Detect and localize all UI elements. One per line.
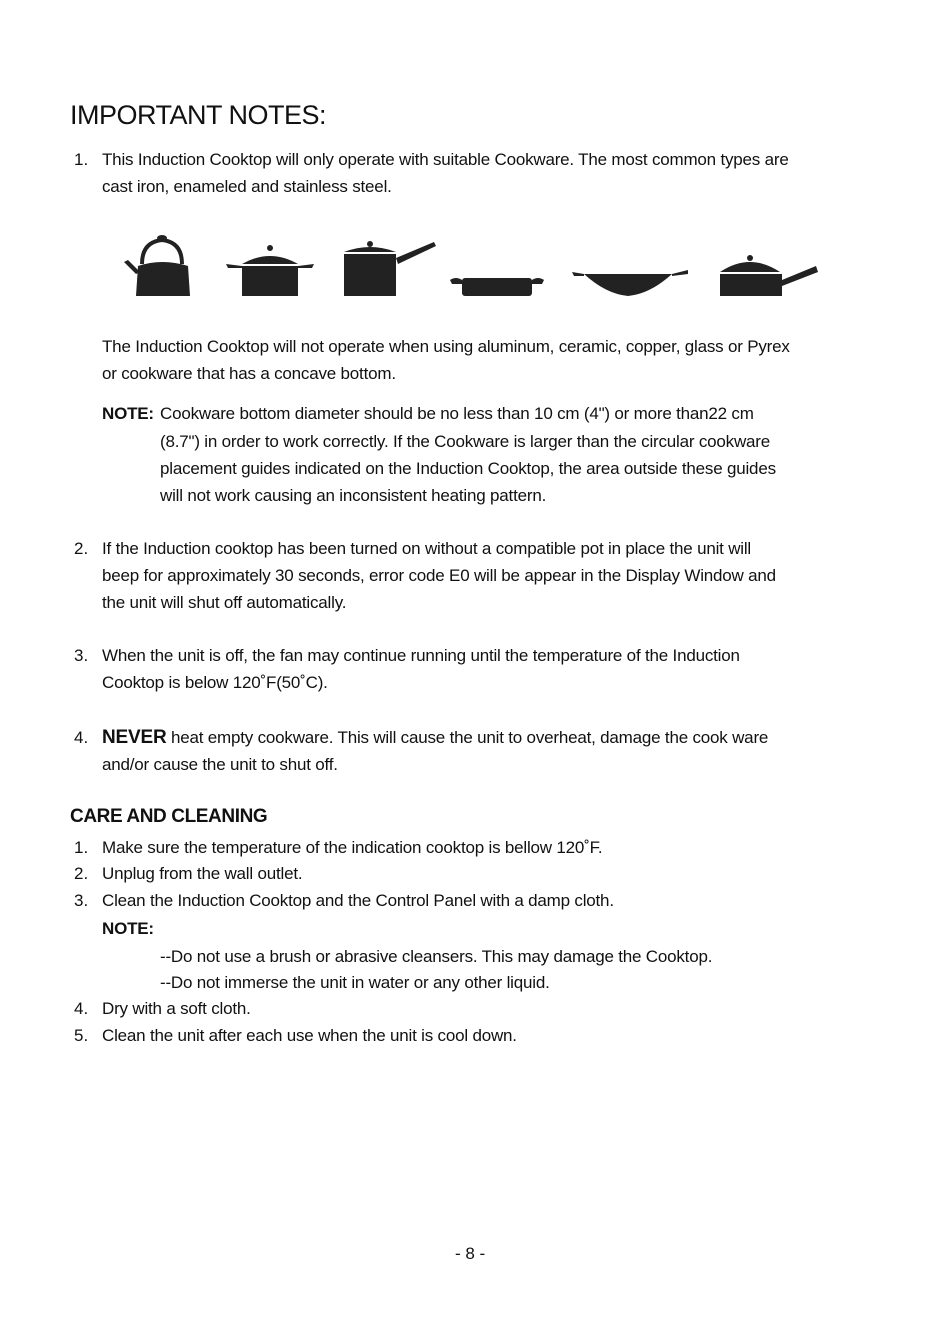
- item4-text: heat empty cookware. This will cause the unit to overheat, damage the cook ware: [166, 728, 769, 747]
- item-number: 2.: [74, 539, 89, 558]
- roasting-pan-icon: [450, 278, 544, 296]
- item4-text-line2: and/or cause the unit to shut off.: [102, 755, 338, 774]
- care-step-text: Clean the unit after each use when the unit is cool down.: [102, 1026, 517, 1045]
- item2-text-line2: beep for approximately 30 seconds, error code E0 will be appear in the Display Window and: [102, 566, 776, 585]
- care-step-number: 2.: [74, 864, 89, 883]
- note-line4: will not work causing an inconsistent heating pattern.: [160, 486, 547, 505]
- care-note-line2: --Do not immerse the unit in water or any other liquid.: [160, 973, 550, 992]
- item2-text-line1: If the Induction cooktop has been turned on without a compatible pot in place the unit will: [102, 539, 752, 558]
- item2-text-line3: the unit will shut off automatically.: [102, 593, 347, 612]
- kettle-icon: [124, 235, 190, 296]
- item1-text-line2: cast iron, enameled and stainless steel.: [102, 177, 392, 196]
- saucepan-icon: [344, 241, 436, 296]
- care-step-text: Unplug from the wall outlet.: [102, 864, 303, 883]
- care-note-label: NOTE:: [102, 919, 154, 938]
- note-line2: (8.7") in order to work correctly. If the Cookware is larger than the circular cookware: [160, 432, 771, 451]
- care-step-number: 4.: [74, 999, 89, 1018]
- care-step-text: Make sure the temperature of the indication cooktop is bellow 120˚F.: [102, 838, 603, 857]
- care-step-text: Clean the Induction Cooktop and the Control Panel with a damp cloth.: [102, 891, 614, 910]
- care-step-text: Dry with a soft cloth.: [102, 999, 251, 1018]
- not-operate-line2: or cookware that has a concave bottom.: [102, 364, 396, 383]
- note-line3: placement guides indicated on the Induction Cooktop, the area outside these guides: [160, 459, 776, 478]
- page-number: - 8 -: [455, 1244, 486, 1263]
- not-operate-line1: The Induction Cooktop will not operate when using aluminum, ceramic, copper, glass or Pyrex: [102, 337, 790, 356]
- note-label: NOTE:: [102, 404, 154, 423]
- wok-icon: [572, 270, 688, 296]
- item3-text-line1: When the unit is off, the fan may continue running until the temperature of the Induction: [102, 646, 740, 665]
- care-step-number: 5.: [74, 1026, 89, 1045]
- care-note-line1: --Do not use a brush or abrasive cleansers. This may damage the Cooktop.: [160, 947, 713, 966]
- page-title: IMPORTANT NOTES:: [70, 100, 327, 130]
- item1-text-line1: This Induction Cooktop will only operate with suitable Cookware. The most common types are: [102, 150, 789, 169]
- never-emphasis: NEVER: [102, 727, 167, 748]
- note-line1: Cookware bottom diameter should be no less than 10 cm (4") or more than22 cm: [160, 404, 754, 423]
- item4-text-line1: [102, 727, 768, 749]
- item3-text-line2: Cooktop is below 120˚F(50˚C).: [102, 673, 328, 692]
- item-number: 3.: [74, 646, 89, 665]
- cookware-icons: [0, 228, 933, 308]
- skillet-icon: [720, 255, 818, 296]
- care-step-number: 1.: [74, 838, 89, 857]
- item-number: 4.: [74, 728, 89, 747]
- care-step-number: 3.: [74, 891, 89, 910]
- item-number: 1.: [74, 150, 89, 169]
- care-title: CARE AND CLEANING: [70, 806, 268, 827]
- stockpot-icon: [226, 245, 314, 296]
